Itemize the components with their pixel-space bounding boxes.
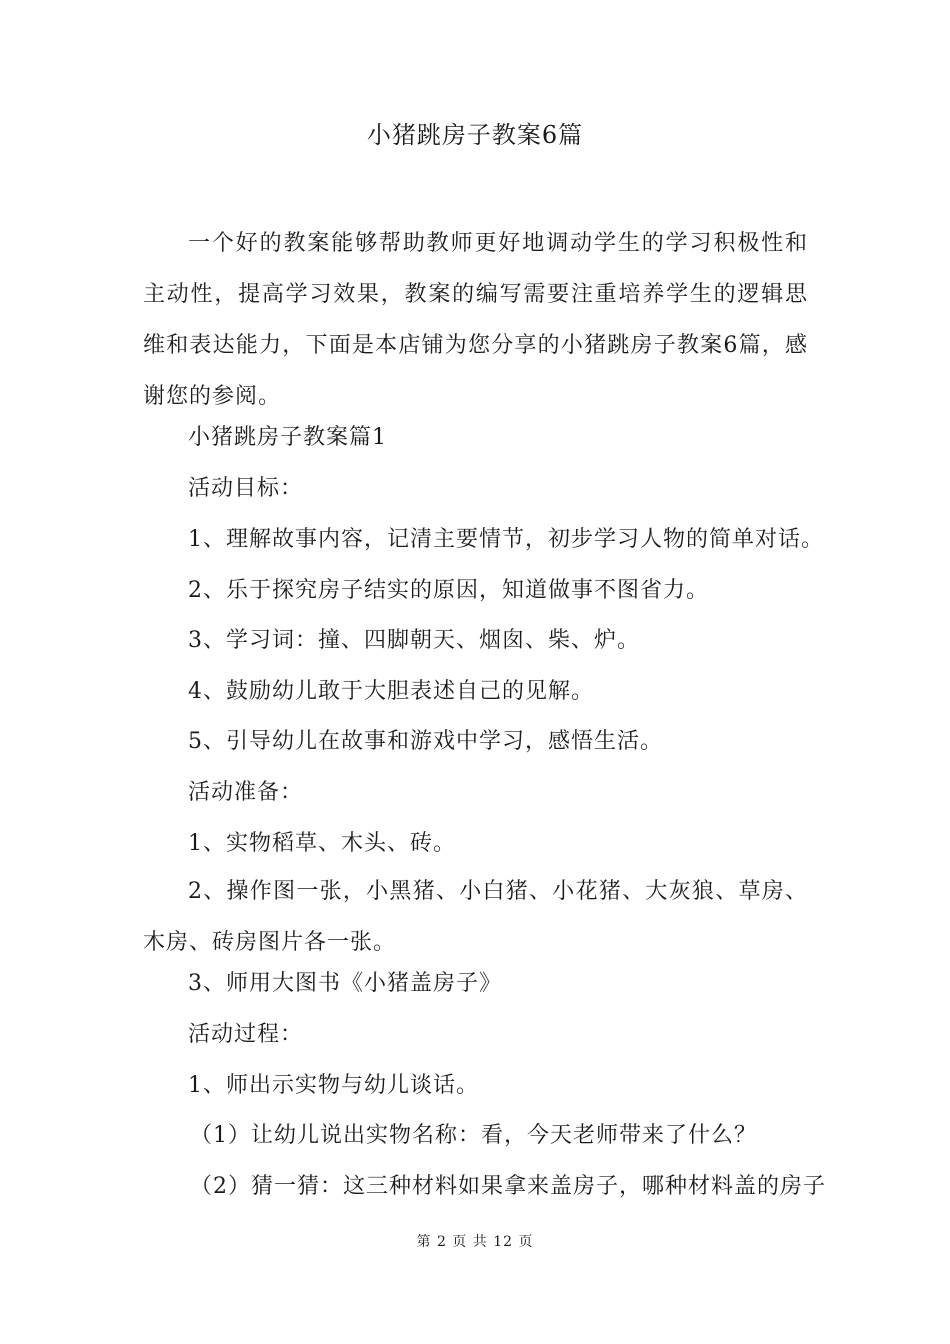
preparation-item-1: 1、实物稻草、木头、砖。 (188, 831, 456, 856)
process-subitem-2: （2）猜一猜：这三种材料如果拿来盖房子，哪种材料盖的房子 (190, 1174, 826, 1199)
goal-item-3: 3、学习词：撞、四脚朝天、烟囱、柴、炉。 (188, 628, 640, 653)
goal-item-1: 1、理解故事内容，记清主要情节，初步学习人物的简单对话。 (188, 527, 824, 552)
document-title: 小猪跳房子教案6篇 (366, 121, 584, 149)
goal-item-2: 2、乐于探究房子结实的原因，知道做事不图省力。 (188, 578, 709, 603)
goals-heading: 活动目标： (188, 476, 304, 501)
goal-item-4: 4、鼓励幼儿敢于大胆表述自己的见解。 (188, 679, 594, 704)
page-footer: 第 2 页 共 12 页 (416, 1234, 534, 1250)
preparation-item-2: 2、操作图一张，小黑猪、小白猪、小花猪、大灰狼、草房、木房、砖房图片各一张。 (143, 879, 808, 955)
preparation-item-3: 3、师用大图书《小猪盖房子》 (188, 971, 502, 996)
section-heading: 小猪跳房子教案篇1 (188, 425, 387, 450)
intro-paragraph: 一个好的教案能够帮助教师更好地调动学生的学习积极性和主动性，提高学习效果，教案的编写需要注重培养学生的逻辑思维和表达能力，下面是本店铺为您分享的小猪跳房子教案6篇，感谢您的参阅。 (143, 231, 808, 409)
goal-item-5: 5、引导幼儿在故事和游戏中学习，感悟生活。 (188, 729, 663, 754)
preparation-heading: 活动准备： (188, 780, 304, 805)
process-item-1: 1、师出示实物与幼儿谈话。 (188, 1073, 479, 1098)
process-heading: 活动过程： (188, 1022, 304, 1047)
process-subitem-1: （1）让幼儿说出实物名称：看，今天老师带来了什么？ (190, 1123, 757, 1148)
